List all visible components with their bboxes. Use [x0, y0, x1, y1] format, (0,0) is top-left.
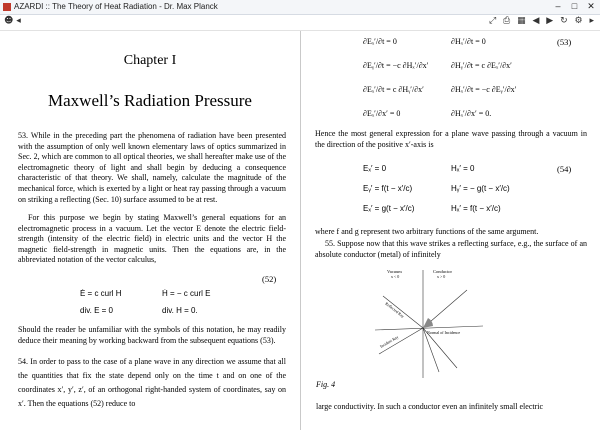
- equation-number-53: (53): [557, 37, 572, 47]
- title-bar: [0, 0, 600, 15]
- eq54-r1-left: Eₓ′ = 0: [363, 164, 387, 173]
- reflected-ray-label: Reflected Ray: [384, 300, 406, 319]
- equation-number-54: (54): [557, 164, 572, 174]
- text-general-expression: Hence the most general expression for a plane wave passing through a vacuum in the direction of the positive x′-axis is: [315, 129, 587, 149]
- layout-icon[interactable]: ▦: [517, 16, 526, 26]
- more-icon[interactable]: ▸: [589, 16, 594, 26]
- eq53-r3-right: ∂Hₓ′/∂t = −c ∂Eᵧ′/∂x′: [451, 85, 517, 94]
- eq54-r2-right: Hᵧ′ = − g(t − x′/c): [451, 184, 510, 193]
- chapter-heading: Chapter I: [123, 53, 177, 68]
- next-page-icon[interactable]: ▶: [546, 16, 554, 26]
- conductor-label: Conductor: [433, 269, 452, 274]
- angle-wedge: [423, 318, 433, 328]
- vacuum-sub: x < 0: [391, 274, 400, 279]
- eq53-r2-left: ∂Eᵧ′/∂t = −c ∂Hₓ′/∂x′: [363, 61, 429, 70]
- left-page: [0, 31, 300, 430]
- eq54-r3-right: Hₓ′ = f(t − x′/c): [451, 204, 501, 213]
- conductor-sub: x > 0: [437, 274, 446, 279]
- eq54-r1-right: Hₓ′ = 0: [451, 164, 475, 173]
- eq52-row2-right: div. H = 0.: [162, 306, 198, 315]
- eq53-r1-right: ∂Hₓ′/∂t = 0: [451, 37, 486, 46]
- print-icon[interactable]: ⎙: [503, 16, 511, 26]
- minimize-button[interactable]: –: [555, 1, 561, 11]
- refresh-icon[interactable]: ↻: [560, 16, 568, 26]
- normal-label: Normal of Incidence: [427, 330, 461, 335]
- volume-icon[interactable]: ◂: [16, 16, 21, 26]
- eq53-r4-left: ∂Eₓ′/∂x′ = 0: [363, 109, 401, 118]
- paragraph-55: 55. Suppose now that this wave strikes a reflecting surface, e.g., the surface of an absolute conductor (metal) of infinitely: [315, 239, 587, 259]
- vacuum-label: Vacuum: [387, 269, 402, 274]
- toolbar: [0, 15, 600, 31]
- eq53-r2-right: ∂Hᵧ′/∂t = c ∂Eₓ′/∂x′: [451, 61, 512, 70]
- figure-4-diagram: [365, 268, 495, 380]
- settings-icon[interactable]: ⚙: [574, 16, 583, 26]
- eq53-r3-left: ∂Eₓ′/∂t = c ∂Hᵧ′/∂x′: [363, 85, 424, 94]
- maximize-button[interactable]: □: [571, 1, 578, 11]
- eq53-r1-left: ∂Eₓ′/∂t = 0: [363, 37, 397, 46]
- eq53-r4-right: ∂Hₓ′/∂x′ = 0.: [451, 109, 492, 118]
- equation-number-52: (52): [262, 274, 277, 284]
- close-button[interactable]: ✕: [587, 1, 595, 11]
- user-icon[interactable]: ☻: [4, 16, 14, 26]
- fullscreen-icon[interactable]: ⤢: [488, 16, 497, 26]
- paragraph-53b: For this purpose we begin by stating Maxwell’s general equations for an electromagnetic process in a vacuum. Let the vector E denote the electric field-strength (intensity of the electric field) in electric units and the vector H the magnetic field-strength in magnetic units. Then the equations are, in the abbreviated notation of the vector calculus,: [18, 213, 286, 265]
- eq54-r3-left: Eₓ′ = g(t − x′/c): [363, 204, 415, 213]
- eq52-row1-left: Ė = c curl H: [80, 289, 122, 298]
- paragraph-after-52: Should the reader be unfamiliar with the symbols of this notation, he may readily deduce their meaning by working backward from the subsequent equations (53).: [18, 325, 286, 345]
- window-controls: [551, 1, 598, 12]
- incident-ray-label: Incident Ray: [379, 334, 400, 349]
- app-icon: [3, 3, 11, 11]
- eq52-row2-left: div. E = 0: [80, 306, 113, 315]
- text-last-line: large conductivity. In such a conductor even an infinitely small electric: [316, 402, 544, 411]
- eq54-r2-left: Eᵧ′ = f(t − x′/c): [363, 184, 413, 193]
- chapter-title: Maxwell’s Radiation Pressure: [48, 91, 252, 110]
- paragraph-54: 54. In order to pass to the case of a plane wave in any direction we assume that all the quantities that fix the state depend only on the time t and on one of the coordinates x′, y′, z′, of an orthogonal right-handed system of coordinates, say on x′. Then the equations (52) reduce to: [18, 357, 286, 408]
- prev-page-icon[interactable]: ◀: [532, 16, 540, 26]
- paragraph-53: 53. While in the preceding part the phenomena of radiation have been presented with the assumption of only well known elementary laws of optics summarized in Sec. 2, which are common to all optical theories, we shall hereafter make use of the electromagnetic theory of light and shall begin by deducing a consequence characteristic of that theory. We shall, namely, calculate the magnitude of the mechanical force, which is exerted by a light or heat ray passing through a vacuum on striking a reflecting (Sec. 10) surface assumed to be at rest.: [18, 131, 286, 204]
- window-title: AZARDI :: The Theory of Heat Radiation - Dr. Max Planck: [14, 2, 218, 11]
- text-where: where f and g represent two arbitrary functions of the same argument.: [315, 227, 539, 236]
- figure-caption: Fig. 4: [316, 380, 336, 389]
- eq52-row1-right: Ḣ = − c curl E: [162, 289, 211, 298]
